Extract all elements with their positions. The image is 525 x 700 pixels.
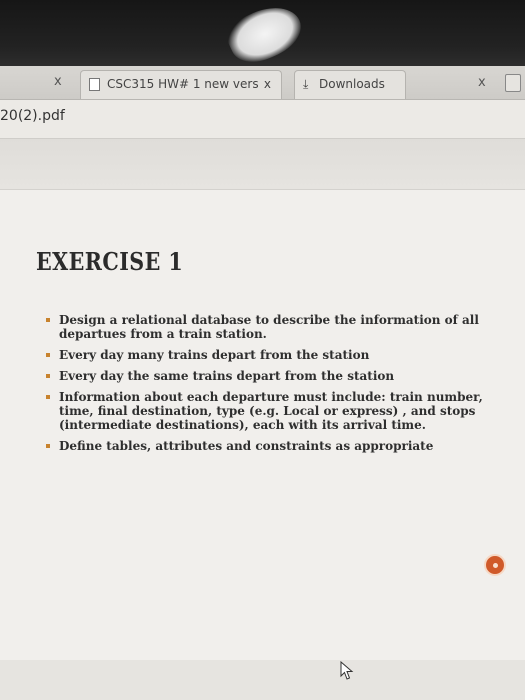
- bullet-item: [46, 348, 486, 362]
- bullet-icon: [46, 374, 50, 378]
- bullet-text: Information about each departure must include: train number, time, final destination, type (e.g. Local or express) , and stops (intermediate destinations), each with its arrival time.: [59, 390, 483, 432]
- slide-page: [0, 189, 525, 660]
- mouse-cursor-icon: [340, 661, 354, 681]
- pdf-viewer-bottom: [0, 660, 525, 700]
- bullet-item: [46, 390, 486, 432]
- bullet-list: [46, 313, 486, 460]
- bullet-text: Design a relational database to describe the information of all departues from a train station.: [59, 313, 479, 341]
- tab-csc315-hw[interactable]: [80, 70, 282, 99]
- tab-label: Downloads: [319, 77, 385, 91]
- browser-tab-strip: [0, 66, 525, 100]
- monitor-bezel: [0, 0, 525, 66]
- slide-badge-dot: [493, 563, 498, 568]
- slide-badge-icon[interactable]: [484, 554, 506, 576]
- next-tab-close-icon[interactable]: x: [478, 75, 486, 90]
- slide-title: EXERCISE 1: [36, 247, 184, 276]
- bullet-icon: [46, 395, 50, 399]
- previous-tab-close-icon[interactable]: x: [54, 74, 62, 89]
- bullet-text: Define tables, attributes and constraints as appropriate: [59, 439, 434, 453]
- new-tab-icon[interactable]: [505, 74, 521, 92]
- bullet-icon: [46, 444, 50, 448]
- pdf-viewer-background: [0, 139, 525, 189]
- close-icon[interactable]: x: [263, 77, 271, 91]
- tab-downloads[interactable]: [294, 70, 406, 99]
- pdf-toolbar: [0, 100, 525, 139]
- pdf-filename: 20(2).pdf: [0, 108, 65, 124]
- bullet-icon: [46, 353, 50, 357]
- bullet-text: Every day the same trains depart from the station: [59, 369, 395, 383]
- bullet-item: [46, 369, 486, 383]
- tab-label: CSC315 HW# 1 new vers: [107, 77, 259, 91]
- bullet-text: Every day many trains depart from the station: [59, 348, 370, 362]
- bullet-item: [46, 313, 486, 341]
- screen-glare: [221, 0, 308, 71]
- download-icon: ⤓: [303, 77, 309, 91]
- bullet-item: [46, 439, 486, 453]
- bullet-icon: [46, 318, 50, 322]
- document-icon: [89, 78, 100, 91]
